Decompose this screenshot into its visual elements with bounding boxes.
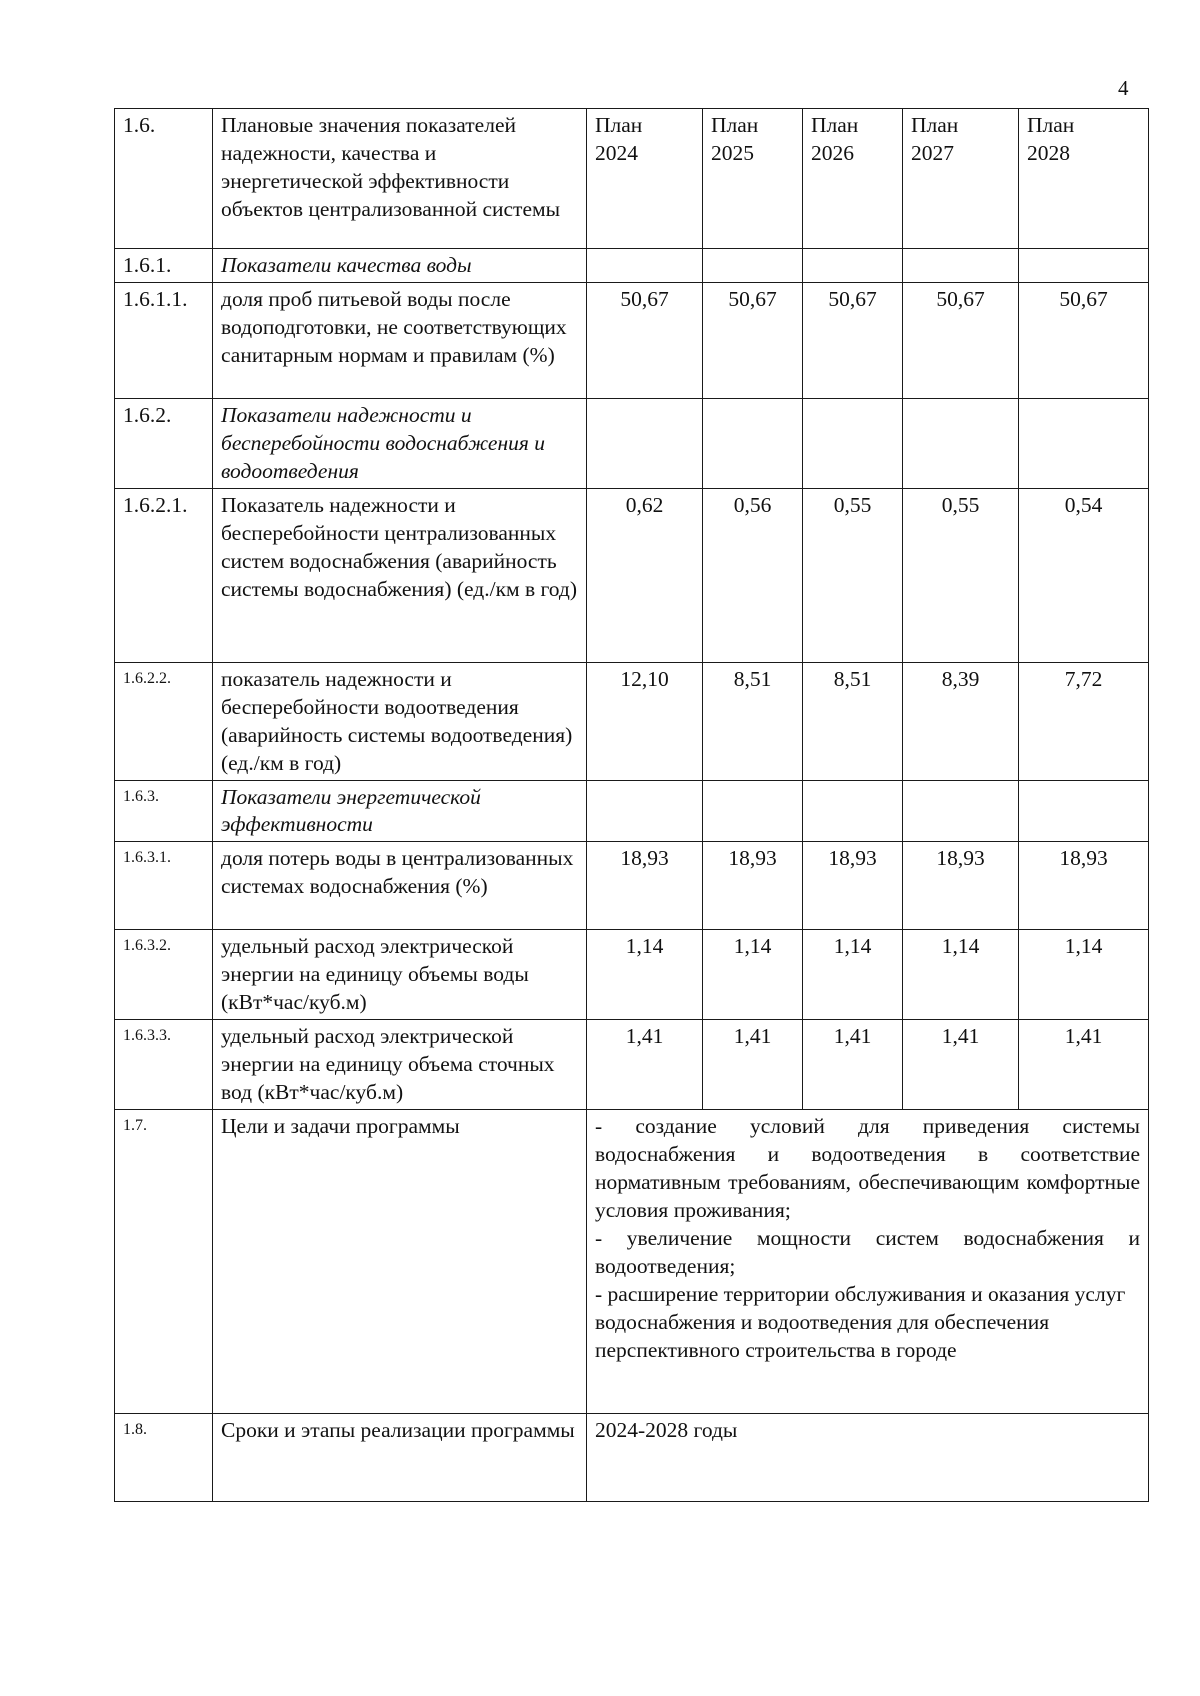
value-2028: 0,54 [1019,488,1149,662]
row-code: 1.6.3.3. [115,1020,213,1110]
row-code: 1.7. [115,1110,213,1414]
row-code: 1.6.2.1. [115,488,213,662]
section-label: Показатели энергетической эффективности [213,780,587,842]
value-cell [587,249,703,283]
plan-title: План [1027,113,1075,137]
value-2026: 1,14 [803,930,903,1020]
row-label: Сроки и этапы реализации программы [213,1414,587,1502]
value-cell [903,398,1019,488]
value-2026: 1,41 [803,1020,903,1110]
table-row-1-6-2 [115,398,1149,488]
value-2027: 1,14 [903,930,1019,1020]
row-label: удельный расход электрической энергии на единицу объема сточных вод (кВт*час/куб.м) [213,1020,587,1110]
value-2028: 7,72 [1019,662,1149,780]
value-2024: 18,93 [587,842,703,930]
table-row-1-6-3 [115,780,1149,842]
table-row-1-6-3-3 [115,1020,1149,1110]
value-cell [1019,780,1149,842]
value-cell [703,398,803,488]
table-row-1-6-2-2 [115,662,1149,780]
row-label: Плановые значения показателей надежности, качества и энергетической эффективности объектов централизованной системы [213,109,587,249]
value-2025: 0,56 [703,488,803,662]
plan-header-2027 [903,109,1019,249]
value-cell [803,249,903,283]
table-row-1-6-1 [115,249,1149,283]
value-2024: 1,14 [587,930,703,1020]
value-cell [703,780,803,842]
table-row-1-6-2-1 [115,488,1149,662]
value-2026: 50,67 [803,282,903,398]
value-cell [803,780,903,842]
plan-title: План [595,113,643,137]
plan-title: План [911,113,959,137]
value-2028: 50,67 [1019,282,1149,398]
goal-item: - создание условий для приведения системы водоснабжения и водоотведения в соответствие нормативным требованиям, обеспечивающим комфортные условия проживания; [595,1114,1140,1222]
table-row-1-6-1-1 [115,282,1149,398]
row-label: Показатель надежности и бесперебойности централизованных систем водоснабжения (аварийность системы водоснабжения) (ед./км в год) [213,488,587,662]
row-code: 1.6.1. [115,249,213,283]
plan-year: 2026 [811,140,854,165]
value-2028: 1,41 [1019,1020,1149,1110]
plan-header-2025 [703,109,803,249]
goal-item: - расширение территории обслуживания и оказания услуг водоснабжения и водоотведения для обеспечения перспективного строительства в городе [595,1281,1126,1362]
plan-title: План [811,113,859,137]
row-code: 1.6. [115,109,213,249]
table-row-1-8 [115,1414,1149,1502]
value-2024: 0,62 [587,488,703,662]
goals-cell [587,1110,1149,1414]
row-label: Цели и задачи программы [213,1110,587,1414]
value-2027: 50,67 [903,282,1019,398]
row-label: показатель надежности и бесперебойности водоотведения (аварийность системы водоотведения) (ед./км в год) [213,662,587,780]
table-row-1-6 [115,109,1149,249]
row-code: 1.6.1.1. [115,282,213,398]
value-cell [803,398,903,488]
row-code: 1.6.3.1. [115,842,213,930]
value-2028: 18,93 [1019,842,1149,930]
page-number: 4 [1118,76,1129,100]
value-cell [703,249,803,283]
value-2028: 1,14 [1019,930,1149,1020]
section-label: Показатели надежности и бесперебойности водоснабжения и водоотведения [213,398,587,488]
row-code: 1.6.3. [115,780,213,842]
row-code: 1.6.3.2. [115,930,213,1020]
value-2026: 8,51 [803,662,903,780]
terms-value: 2024-2028 годы [587,1414,1149,1502]
value-cell [587,398,703,488]
row-code: 1.6.2.2. [115,662,213,780]
value-2026: 18,93 [803,842,903,930]
table-row-1-6-3-1 [115,842,1149,930]
value-2025: 1,41 [703,1020,803,1110]
plan-year: 2024 [595,140,638,165]
value-cell [903,249,1019,283]
program-passport-table [114,108,1149,1502]
value-2024: 12,10 [587,662,703,780]
value-2025: 18,93 [703,842,803,930]
value-2025: 1,14 [703,930,803,1020]
value-2024: 50,67 [587,282,703,398]
value-2025: 50,67 [703,282,803,398]
row-label: удельный расход электрической энергии на единицу объемы воды (кВт*час/куб.м) [213,930,587,1020]
plan-year: 2028 [1027,140,1070,165]
value-2025: 8,51 [703,662,803,780]
plan-year: 2027 [911,140,954,165]
row-label: доля проб питьевой воды после водоподготовки, не соответствующих санитарным нормам и правилам (%) [213,282,587,398]
value-2027: 1,41 [903,1020,1019,1110]
plan-header-2026 [803,109,903,249]
plan-year: 2025 [711,140,754,165]
plan-title: План [711,113,759,137]
value-cell [587,780,703,842]
value-2027: 18,93 [903,842,1019,930]
plan-header-2028 [1019,109,1149,249]
value-cell [1019,249,1149,283]
value-cell [1019,398,1149,488]
table-row-1-7 [115,1110,1149,1414]
table-row-1-6-3-2 [115,930,1149,1020]
value-cell [903,780,1019,842]
row-code: 1.8. [115,1414,213,1502]
section-label: Показатели качества воды [213,249,587,283]
row-label: доля потерь воды в централизованных системах водоснабжения (%) [213,842,587,930]
value-2026: 0,55 [803,488,903,662]
row-code: 1.6.2. [115,398,213,488]
value-2027: 8,39 [903,662,1019,780]
value-2024: 1,41 [587,1020,703,1110]
goal-item: - увеличение мощности систем водоснабжения и водоотведения; [595,1225,1140,1278]
plan-header-2024 [587,109,703,249]
value-2027: 0,55 [903,488,1019,662]
